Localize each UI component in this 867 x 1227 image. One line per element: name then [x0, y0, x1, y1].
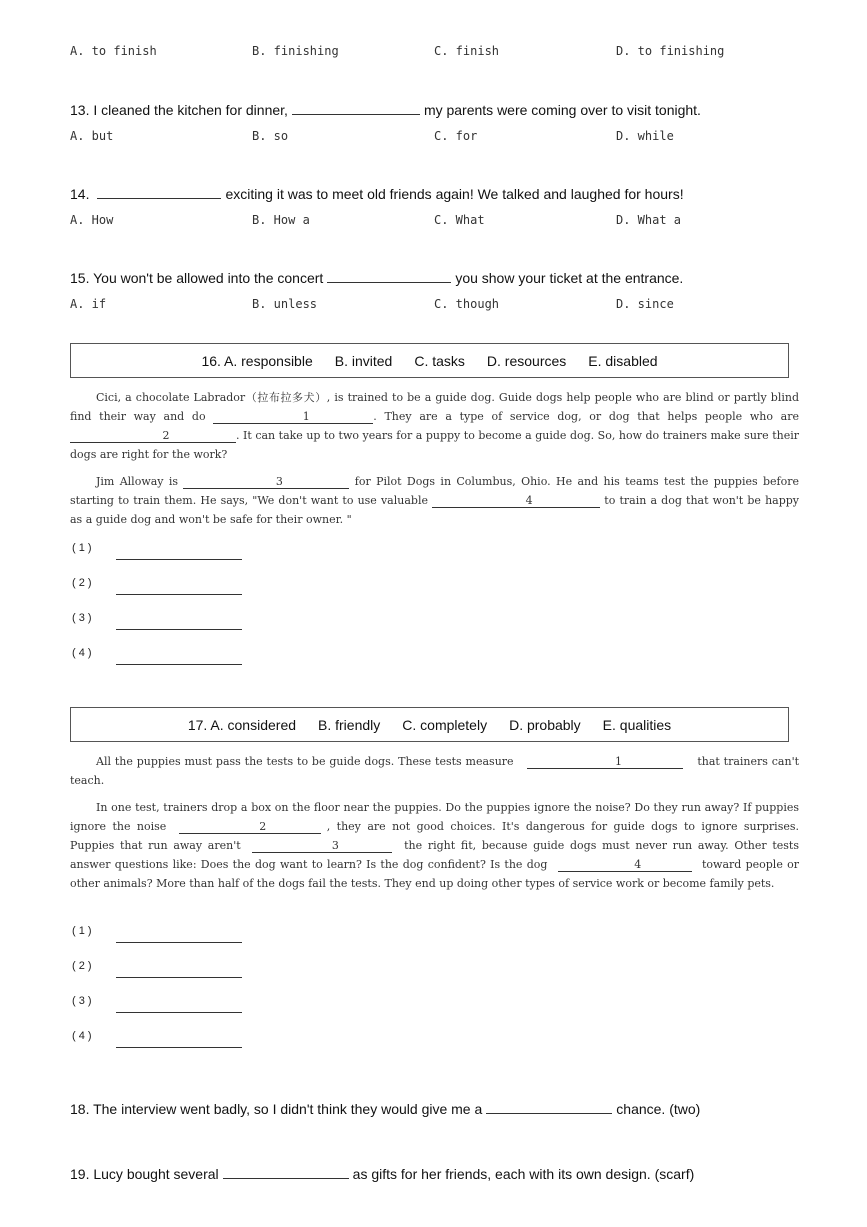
question-19-stem: 19. Lucy bought several: [70, 1166, 219, 1182]
passage-blank-3[interactable]: 3: [183, 475, 349, 489]
q17-passage-paragraph-2: [70, 798, 799, 893]
q15-option-b[interactable]: B. unless: [252, 297, 318, 311]
q17-word-b: B. friendly: [318, 716, 381, 733]
q16-answer-label-3: ( 3 ): [72, 612, 92, 624]
q15-option-a[interactable]: A. if: [70, 297, 107, 311]
passage-text: the right fit, because guide dogs must never run away. Other tests answer questions like: Does the dog want to learn? Is the dog confident? Is the dog: [70, 839, 799, 871]
q16-word-a: 16. A. responsible: [201, 352, 313, 369]
q17-word-a: 17. A. considered: [187, 716, 297, 733]
q16-passage-paragraph-1: [70, 388, 799, 464]
q15-option-c[interactable]: C. though: [434, 297, 500, 311]
passage-text: All the puppies must pass the tests to be guide dogs. These tests measure: [96, 755, 514, 768]
question-14-blank[interactable]: [97, 184, 221, 199]
q13-option-b[interactable]: B. so: [252, 129, 289, 143]
passage-blank-1[interactable]: 1: [527, 755, 683, 769]
passage-text: . It can take up to two years for a puppy to become a guide dog. So, how do trainers make sure their dogs are right for the work?: [70, 429, 799, 461]
q13-option-a[interactable]: A. but: [70, 129, 114, 143]
question-15-blank[interactable]: [327, 268, 451, 283]
q12-option-b[interactable]: B. finishing: [252, 44, 339, 58]
question-15-stem-end: you show your ticket at the entrance.: [455, 270, 684, 286]
passage-text: Cici, a chocolate Labrador（拉布拉多犬）, is trained to be a guide dog. Guide dogs help people who are blind or partly blind find their way and do: [70, 391, 799, 423]
q16-word-e: E. disabled: [588, 352, 658, 369]
q17-answer-line-2[interactable]: [116, 977, 242, 978]
passage-text: for Pilot Dogs in Columbus, Ohio. He and his teams test the puppies before starting to train them. He says, "We don't want to use valuable: [70, 475, 800, 507]
passage-blank-2[interactable]: 2: [179, 820, 321, 834]
q17-answer-label-2: ( 2 ): [72, 960, 92, 972]
question-15: [70, 268, 683, 286]
question-13: [70, 100, 701, 118]
question-15-stem: 15. You won't be allowed into the concert: [70, 270, 324, 286]
q17-word-d: D. probably: [509, 716, 581, 733]
question-13-stem-end: my parents were coming over to visit tonight.: [423, 102, 701, 118]
passage-blank-3[interactable]: 3: [252, 839, 392, 853]
q17-answer-line-3[interactable]: [116, 1012, 242, 1013]
question-18-blank[interactable]: [486, 1099, 612, 1114]
question-18: [70, 1099, 700, 1117]
q15-option-d[interactable]: D. since: [616, 297, 674, 311]
q14-option-d[interactable]: D. What a: [616, 213, 682, 227]
q16-word-box: [70, 343, 789, 378]
passage-text: Jim Alloway is: [96, 475, 179, 488]
q17-answer-label-4: ( 4 ): [72, 1030, 92, 1042]
q14-option-a[interactable]: A. How: [70, 213, 114, 227]
question-13-stem: 13. I cleaned the kitchen for dinner,: [70, 102, 288, 118]
q16-word-b: B. invited: [334, 352, 393, 369]
q12-option-c[interactable]: C. finish: [434, 44, 500, 58]
q16-answer-line-3[interactable]: [116, 629, 242, 630]
passage-text: , they are not good choices. It's dangerous for guide dogs to ignore surprises. Puppies that run away aren't: [70, 820, 799, 852]
question-19-stem-end: as gifts for her friends, each with its own design. (scarf): [352, 1166, 695, 1182]
passage-text: toward people or other animals? More than half of the dogs fail the tests. They end up doing other types of service work or become family pets.: [70, 858, 799, 890]
question-14-stem: exciting it was to meet old friends again! We talked and laughed for hours!: [225, 186, 684, 202]
passage-blank-4[interactable]: 4: [558, 858, 692, 872]
q16-answer-label-1: ( 1 ): [72, 542, 92, 554]
passage-blank-2[interactable]: 2: [70, 429, 236, 443]
passage-text: In one test, trainers drop a box on the floor near the puppies. Do the puppies ignore the noise? Do they run away? If puppies ignore the noise: [70, 801, 799, 833]
passage-text: . They are a type of service dog, or dog that helps people who are: [373, 410, 800, 423]
q14-option-b[interactable]: B. How a: [252, 213, 310, 227]
q17-answer-line-1[interactable]: [116, 942, 242, 943]
question-14-number: 14.: [70, 186, 90, 202]
q13-option-c[interactable]: C. for: [434, 129, 478, 143]
question-19: [70, 1164, 694, 1182]
q17-word-c: C. completely: [402, 716, 488, 733]
q16-answer-label-4: ( 4 ): [72, 647, 92, 659]
q16-answer-line-1[interactable]: [116, 559, 242, 560]
question-13-blank[interactable]: [292, 100, 420, 115]
q17-answer-label-3: ( 3 ): [72, 995, 92, 1007]
question-19-blank[interactable]: [223, 1164, 349, 1179]
q13-option-d[interactable]: D. while: [616, 129, 674, 143]
q16-passage-paragraph-2: [70, 472, 799, 529]
q17-word-e: E. qualities: [602, 716, 672, 733]
q12-option-d[interactable]: D. to finishing: [616, 44, 725, 58]
question-18-stem-end: chance. (two): [616, 1101, 701, 1117]
passage-blank-4[interactable]: 4: [432, 494, 600, 508]
q17-passage-paragraph-1: [70, 752, 799, 790]
question-14: [70, 184, 684, 202]
q16-answer-label-2: ( 2 ): [72, 577, 92, 589]
q16-answer-line-2[interactable]: [116, 594, 242, 595]
q16-word-c: C. tasks: [414, 352, 465, 369]
passage-text: to train a dog that won't be happy as a guide dog and won't be safe for their owner. ": [70, 494, 800, 526]
q17-word-box: [70, 707, 789, 742]
q12-option-a[interactable]: A. to finish: [70, 44, 157, 58]
q17-answer-line-4[interactable]: [116, 1047, 242, 1048]
q16-word-d: D. resources: [486, 352, 567, 369]
passage-blank-1[interactable]: 1: [213, 410, 373, 424]
q14-option-c[interactable]: C. What: [434, 213, 485, 227]
question-18-stem: 18. The interview went badly, so I didn't think they would give me a: [70, 1101, 483, 1117]
q17-answer-label-1: ( 1 ): [72, 925, 92, 937]
passage-text: that trainers can't teach.: [70, 755, 800, 787]
q16-answer-line-4[interactable]: [116, 664, 242, 665]
